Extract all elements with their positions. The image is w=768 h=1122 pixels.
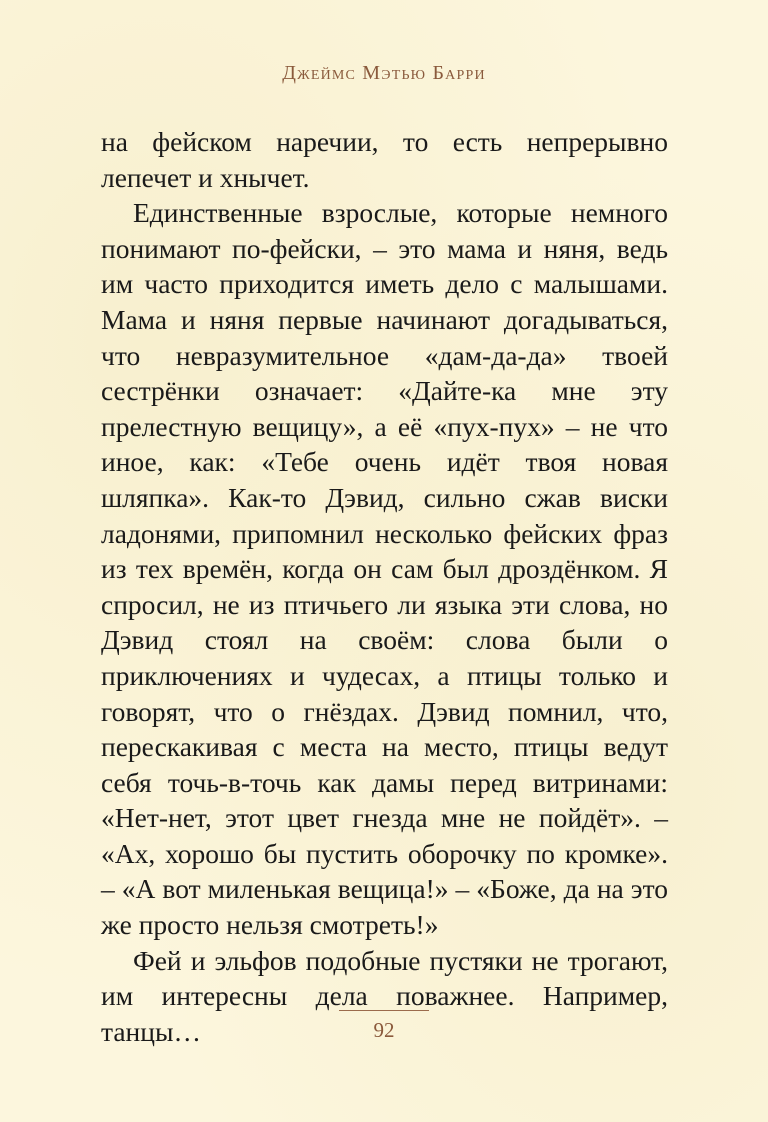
running-head: Джеймс Мэтью Барри bbox=[282, 62, 486, 84]
page-number: 92 bbox=[373, 1018, 395, 1042]
paragraph: Фей и эльфов подобные пустяки не трогают, им интересны дела поважнее. Например, танцы… bbox=[101, 944, 668, 1047]
folio-rule bbox=[339, 1010, 429, 1011]
body-text bbox=[101, 124, 668, 1049]
paragraph: Единственные взрослые, которые немного понимают по-фейски, – это мама и няня, ведь им часто приходится иметь дело с малышами. Мама и няня первые начинают догадываться, что невразумительное «дам-да-да» твоей сестрёнки означает: «Дайте-ка мне эту прелестную вещицу», а её «пух-пух» – не что иное, как: «Тебе очень идёт твоя новая шляпка». Как-то Дэвид, сильно сжав виски ладонями, припомнил несколько фейских фраз из тех времён, когда он сам был дроздёнком. Я спросил, не из птичьего ли языка эти слова, но Дэвид стоял на своём: слова были о приключениях и чудесах, а птицы только и говорят, что о гнёздах. Дэвид помнил, что, перескакивая с места на место, птицы ведут себя точь-в-точь как дамы перед витринами: «Нет-нет, этот цвет гнезда мне не пойдёт». – «Ах, хорошо бы пустить оборочку по кромке». – «А вот миленькая вещица!» – «Боже, да на это же просто нельзя смотреть!» bbox=[101, 197, 668, 941]
paragraph-continuation: на фейском наречии, то есть непрерывно лепечет и хнычет. bbox=[101, 126, 668, 193]
